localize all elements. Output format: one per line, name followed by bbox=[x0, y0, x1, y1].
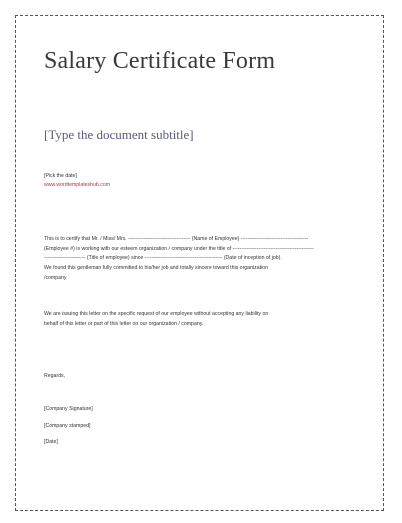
certify-paragraph bbox=[44, 235, 356, 284]
company-stamped-field[interactable]: [Company stamped] bbox=[44, 423, 91, 429]
certify-line: We found this gentleman fully committed to his/her job and totally sincere toward this organization bbox=[44, 265, 268, 272]
page-title: Salary Certificate Form bbox=[44, 48, 276, 74]
certify-line: This is to certify that Mr. / Miss/ Mrs. ------------------------------------ (Name of Employee) --------------------------------------- bbox=[44, 236, 309, 242]
date-placeholder[interactable]: [Pick the date] bbox=[44, 173, 77, 179]
certify-line: /company bbox=[44, 274, 67, 281]
certify-line: ------------------------ (Title of employee) since --------------------------------------------- (Date of inception of job). bbox=[44, 255, 282, 262]
certify-line: (Employee #) is working with our esteem organization / company under the title of ----------------------------------------------- bbox=[44, 245, 314, 252]
issuing-line: behalf of this letter or part of this letter on our organization / company. bbox=[44, 320, 204, 327]
issuing-line: We are issuing this letter on the specific request of our employee without accepting any liability on bbox=[44, 311, 269, 317]
document-subtitle-placeholder[interactable]: [Type the document subtitle] bbox=[44, 127, 194, 142]
issuing-paragraph bbox=[44, 310, 356, 329]
company-signature-field[interactable]: [Company Signature] bbox=[44, 406, 93, 412]
website-link[interactable]: www.wordtemplateshub.com bbox=[44, 182, 111, 188]
regards-text: Regards, bbox=[44, 373, 66, 379]
date-field[interactable]: [Date] bbox=[44, 439, 58, 445]
